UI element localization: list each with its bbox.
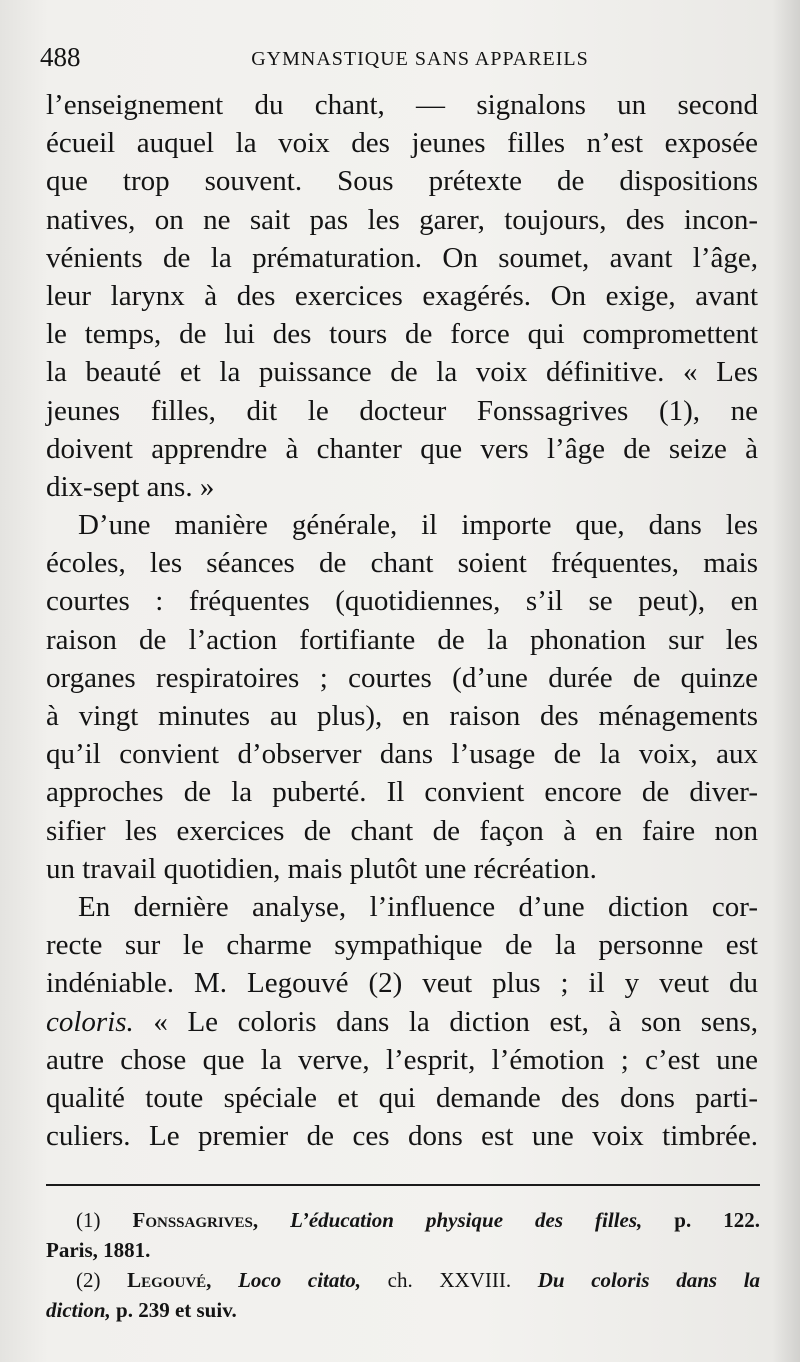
- text-line: qualité toute spéciale et qui demande des dons parti-: [46, 1081, 758, 1114]
- page-header: [40, 40, 760, 80]
- footnotes: [46, 1205, 760, 1325]
- text-line: courtes : fréquentes (quotidiennes, s’il se peut), en: [46, 585, 758, 618]
- text-line: la beauté et la puissance de la voix définitive. « Les: [46, 356, 758, 389]
- text-line: recte sur le charme sympathique de la personne est: [46, 929, 758, 962]
- body-text: [46, 86, 758, 1155]
- text-line: leur larynx à des exercices exagérés. On exige, avant: [46, 279, 758, 312]
- italic-word: coloris.: [46, 1005, 134, 1038]
- text-line: organes respiratoires ; courtes (d’une durée de quinze: [46, 661, 758, 694]
- footnote-author: Fonssagrives,: [132, 1208, 259, 1232]
- footnote-title: L’éducation physique des filles,: [290, 1208, 643, 1232]
- text-line: doivent apprendre à chanter que vers l’âge de seize à: [46, 432, 758, 465]
- text-line: autre chose que la verve, l’esprit, l’émotion ; c’est une: [46, 1043, 758, 1076]
- text-line: que trop souvent. Sous prétexte de dispositions: [46, 165, 758, 198]
- running-title: GYMNASTIQUE SANS APPAREILS: [251, 48, 589, 70]
- page-edge-shadow: [772, 0, 800, 1362]
- footnote-1: [46, 1205, 760, 1235]
- footnote-1-continuation: Paris, 1881.: [46, 1238, 151, 1262]
- footnote-marker: (2): [76, 1268, 101, 1292]
- text-line: écoles, les séances de chant soient fréquentes, mais: [46, 547, 758, 580]
- text-line: un travail quotidien, mais plutôt une récréation.: [46, 852, 597, 885]
- text-line: approches de la puberté. Il convient encore de diver-: [46, 776, 758, 809]
- footnote-2: [46, 1265, 760, 1295]
- footnote-page: p. 239 et suiv.: [116, 1298, 237, 1322]
- text-line: qu’il convient d’observer dans l’usage de la voix, aux: [46, 738, 758, 771]
- text-line: dix-sept ans. »: [46, 470, 215, 503]
- text-line: culiers. Le premier de ces dons est une voix timbrée.: [46, 1120, 758, 1153]
- paragraph-start-line: D’une manière générale, il importe que, dans les: [78, 509, 758, 542]
- text-line: le temps, de lui des tours de force qui compromettent: [46, 318, 758, 351]
- text-line: à vingt minutes au plus), en raison des ménagements: [46, 700, 758, 732]
- footnote-page: p. 122.: [674, 1208, 760, 1232]
- text-line: natives, on ne sait pas les garer, toujours, des incon-: [46, 203, 758, 236]
- paragraph-start-line: En dernière analyse, l’influence d’une diction cor-: [78, 890, 758, 923]
- text-line: l’enseignement du chant, — signalons un second: [46, 89, 758, 121]
- footnote-section: Du coloris dans la: [537, 1268, 761, 1292]
- footnote-rule: [46, 1184, 760, 1186]
- text-line-italic-start: [46, 1003, 758, 1041]
- text-line: jeunes filles, dit le docteur Fonssagrives (1), ne: [46, 394, 758, 427]
- line-remainder: Le coloris dans la diction est, à son sens,: [187, 1005, 759, 1038]
- text-line: vénients de la prématuration. On soumet, avant l’âge,: [46, 241, 758, 274]
- footnote-loco: Loco citato,: [238, 1268, 361, 1292]
- text-line: indéniable. M. Legouvé (2) veut plus ; il y veut du: [46, 967, 758, 1000]
- footnote-author: Legouvé,: [127, 1268, 212, 1292]
- text-line: écueil auquel la voix des jeunes filles n’est exposée: [46, 127, 758, 160]
- open-quote: «: [153, 1005, 168, 1038]
- page-number: 488: [40, 42, 81, 72]
- footnote-marker: (1): [76, 1208, 101, 1232]
- text-line: sifier les exercices de chant de façon à en faire non: [46, 814, 758, 847]
- footnote-section-cont: diction,: [46, 1298, 111, 1322]
- footnote-2-continuation: [46, 1295, 760, 1325]
- footnote-chapter: ch. XXVIII.: [387, 1268, 512, 1292]
- text-line: raison de l’action fortifiante de la phonation sur les: [46, 623, 758, 656]
